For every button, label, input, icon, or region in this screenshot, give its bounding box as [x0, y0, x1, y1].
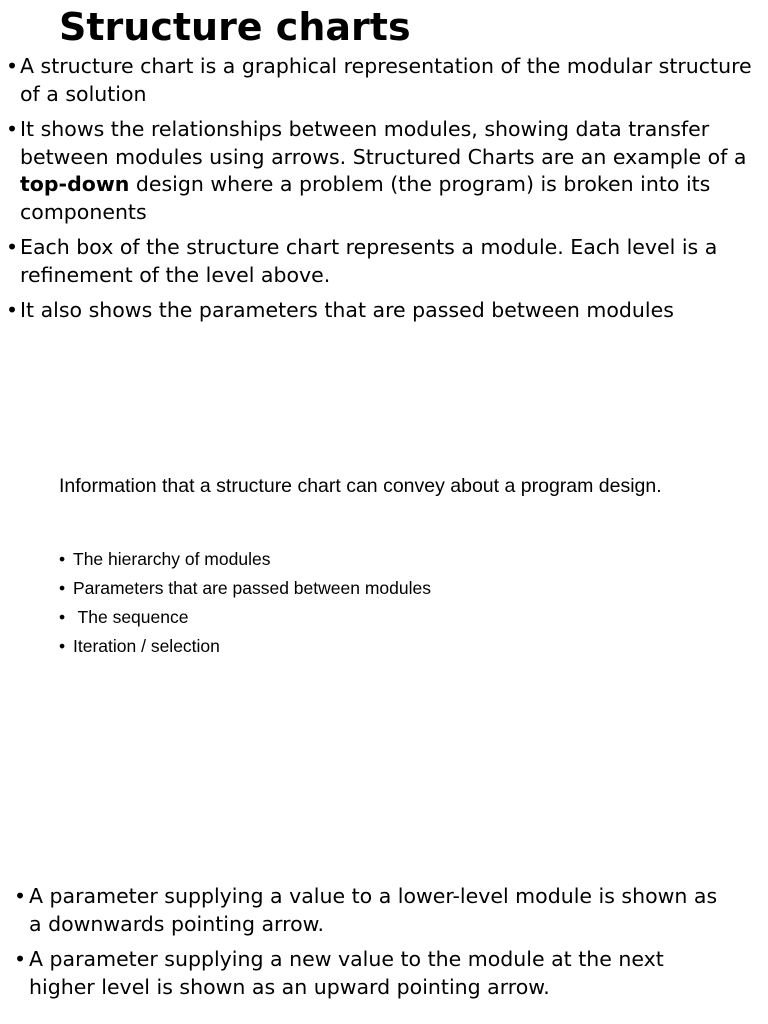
info-item — [59, 548, 659, 570]
bullet-text: design where a problem (the program) is broken into its components — [20, 172, 711, 224]
info-item — [59, 635, 659, 657]
intro-bullet-item — [6, 53, 762, 108]
intro-bullet-item — [6, 234, 762, 289]
bullet-marker: • — [6, 235, 19, 259]
info-item-text: The sequence — [73, 607, 189, 627]
info-item-text: Iteration / selection — [73, 636, 220, 656]
bullet-marker: • — [59, 636, 66, 656]
bullet-text: Each box of the structure chart represents a module. Each level is a refinement of the level above. — [20, 235, 718, 287]
info-heading: Information that a structure chart can convey about a program design. — [59, 475, 662, 497]
parameter-bullet-list — [14, 883, 734, 1009]
info-item-text: The hierarchy of modules — [73, 549, 271, 569]
bullet-marker: • — [6, 117, 19, 141]
bullet-text: A structure chart is a graphical representation of the modular structure of a solution — [20, 54, 752, 106]
bullet-marker: • — [59, 607, 66, 627]
bullet-marker: • — [14, 947, 27, 971]
info-item — [59, 606, 659, 628]
bullet-text: It also shows the parameters that are passed between modules — [20, 298, 674, 322]
intro-bullet-item — [6, 116, 762, 226]
bullet-marker: • — [59, 578, 66, 598]
bullet-text: A parameter supplying a new value to the module at the next higher level is shown as an upward pointing arrow. — [29, 947, 664, 999]
info-item — [59, 577, 659, 599]
intro-bullet-item — [6, 297, 762, 325]
parameter-bullet-item — [14, 883, 734, 938]
bullet-marker: • — [59, 549, 66, 569]
parameter-bullet-item — [14, 946, 734, 1001]
bullet-text: A parameter supplying a value to a lower-level module is shown as a downwards pointing arrow. — [29, 884, 718, 936]
info-item-text: Parameters that are passed between modules — [73, 578, 431, 598]
bullet-marker: • — [14, 884, 27, 908]
bold-term: top-down — [20, 172, 130, 196]
info-bullet-list — [59, 548, 659, 664]
slide-title: Structure charts — [59, 5, 411, 49]
bullet-marker: • — [6, 298, 19, 322]
bullet-marker: • — [6, 54, 19, 78]
bullet-text: It shows the relationships between modules, showing data transfer between modules using arrows. Structured Charts are an example of a — [20, 117, 747, 169]
intro-bullet-list — [6, 53, 762, 333]
